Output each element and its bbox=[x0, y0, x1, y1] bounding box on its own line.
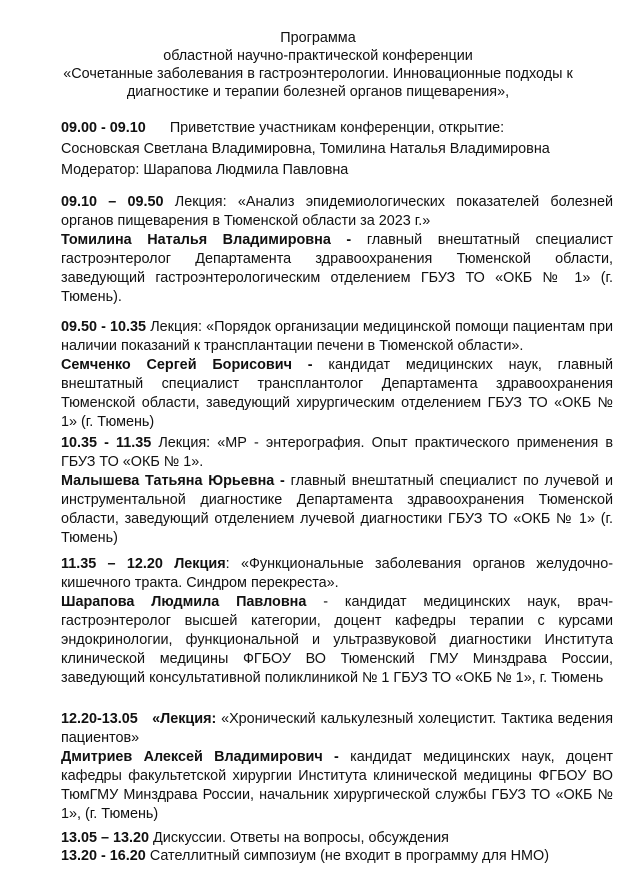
closing-text: Дискуссии. Ответы на вопросы, обсуждения bbox=[153, 830, 449, 846]
session-item bbox=[61, 193, 613, 307]
speaker-bio: кандидат медицинских наук, главный внештатный специалист трансплантолог Департамента здравоохранения Тюменской области, заведующий хирургическим отделением ГБУЗ ТО «ОКБ № 1» (г. Тюмень) bbox=[61, 357, 613, 430]
session-type: Лекция bbox=[174, 556, 226, 572]
speaker-name: Томилина Наталья Владимировна - bbox=[61, 232, 352, 248]
opening-block bbox=[61, 118, 613, 181]
document-header bbox=[20, 29, 616, 101]
speaker-name: Семченко Сергей Борисович - bbox=[61, 357, 313, 373]
session-topic: «Анализ эпидемиологических показателей болезней органов пищеварения в Тюменской области за 2023 г.» bbox=[61, 194, 613, 229]
speaker-bio: главный внештатный специалист по лучевой и инструментальной диагностике Департамента здравоохранения Тюменской области, заведующий отделением лучевой диагностики ГБУЗ ТО «ОКБ № 1» (г. Тюмень) bbox=[61, 473, 613, 546]
closing-time: 13.05 – 13.20 bbox=[61, 830, 150, 846]
session-type-colon: : bbox=[225, 556, 230, 572]
speaker-bio: - кандидат медицинских наук, врач-гастроэнтеролог высшей категории, доцент кафедры терапии с курсами эндокринологии, функциональной и ультразвуковой диагностики Института клинической медицины ФГБОУ ВО Тюменский ГМУ Минздрава России, заведующий консультативной поликлиникой № 1 ГБУЗ ТО «ОКБ № 1», г. Тюмень bbox=[61, 594, 613, 686]
session-time: 12.20-13.05 bbox=[61, 711, 138, 727]
session-time: 09.50 - 10.35 bbox=[61, 319, 147, 335]
session-type: Лекция: bbox=[174, 194, 227, 210]
session-time: 11.35 – 12.20 bbox=[61, 556, 163, 572]
closing-block bbox=[61, 829, 613, 865]
session-time: 10.35 - 11.35 bbox=[61, 435, 152, 451]
session-time: 09.10 – 09.50 bbox=[61, 194, 164, 210]
opening-time: 09.00 - 09.10 bbox=[61, 120, 146, 136]
opening-title: Приветствие участникам конференции, открытие: bbox=[169, 120, 505, 136]
session-item bbox=[61, 434, 613, 548]
session-item bbox=[61, 555, 613, 688]
closing-item bbox=[61, 829, 613, 847]
session-topic: «МР - энтерография. Опыт практического применения в ГБУЗ ТО «ОКБ № 1». bbox=[61, 435, 613, 470]
session-topic: «Порядок организации медицинской помощи пациентам при наличии показаний к трансплантации печени в Тюменской области». bbox=[61, 319, 614, 354]
speaker-bio: главный внештатный специалист гастроэнтеролог Департамента здравоохранения Тюменской области, заведующий гастроэнтерологическим отделением ГБУЗ ТО «ОКБ № 1» (г. Тюмень). bbox=[61, 232, 614, 305]
speaker-name: Малышева Татьяна Юрьевна - bbox=[61, 473, 285, 489]
speaker-name: Дмитриев Алексей Владимирович - bbox=[61, 749, 339, 765]
session-type: Лекция: bbox=[158, 435, 211, 451]
conference-title-line-2: диагностике и терапии болезней органов пищеварения», bbox=[126, 84, 510, 100]
header-subtitle: областной научно-практической конференции bbox=[163, 48, 473, 64]
header-title: Программа bbox=[280, 30, 356, 46]
opening-speakers: Сосновская Светлана Владимировна, Томилина Наталья Владимировна bbox=[61, 141, 550, 157]
closing-text: Сателлитный симпозиум (не входит в программу для НМО) bbox=[149, 848, 550, 864]
closing-time: 13.20 - 16.20 bbox=[61, 848, 146, 864]
session-topic: «Хронический калькулезный холецистит. Тактика ведения пациентов» bbox=[61, 711, 614, 746]
session-item bbox=[61, 710, 613, 824]
session-type: Лекция: bbox=[150, 319, 203, 335]
speaker-bio: кандидат медицинских наук, доцент кафедры факультетской хирургии Института клинической медицины ФГБОУ ВО ТюмГМУ Минздрава России, начальник хирургической службы ГБУЗ ТО «ОКБ № 1», (г. Тюмень) bbox=[61, 749, 614, 822]
session-topic: «Функциональные заболевания органов желудочно-кишечного тракта. Синдром перекреста». bbox=[61, 556, 614, 591]
session-item bbox=[61, 318, 613, 432]
speaker-name: Шарапова Людмила Павловна bbox=[61, 594, 307, 610]
opening-moderator: Модератор: Шарапова Людмила Павловна bbox=[61, 162, 349, 178]
session-type: «Лекция: bbox=[152, 711, 217, 727]
conference-title-line-1: «Сочетанные заболевания в гастроэнтерологии. Инновационные подходы к bbox=[63, 66, 573, 82]
closing-item bbox=[61, 847, 613, 865]
